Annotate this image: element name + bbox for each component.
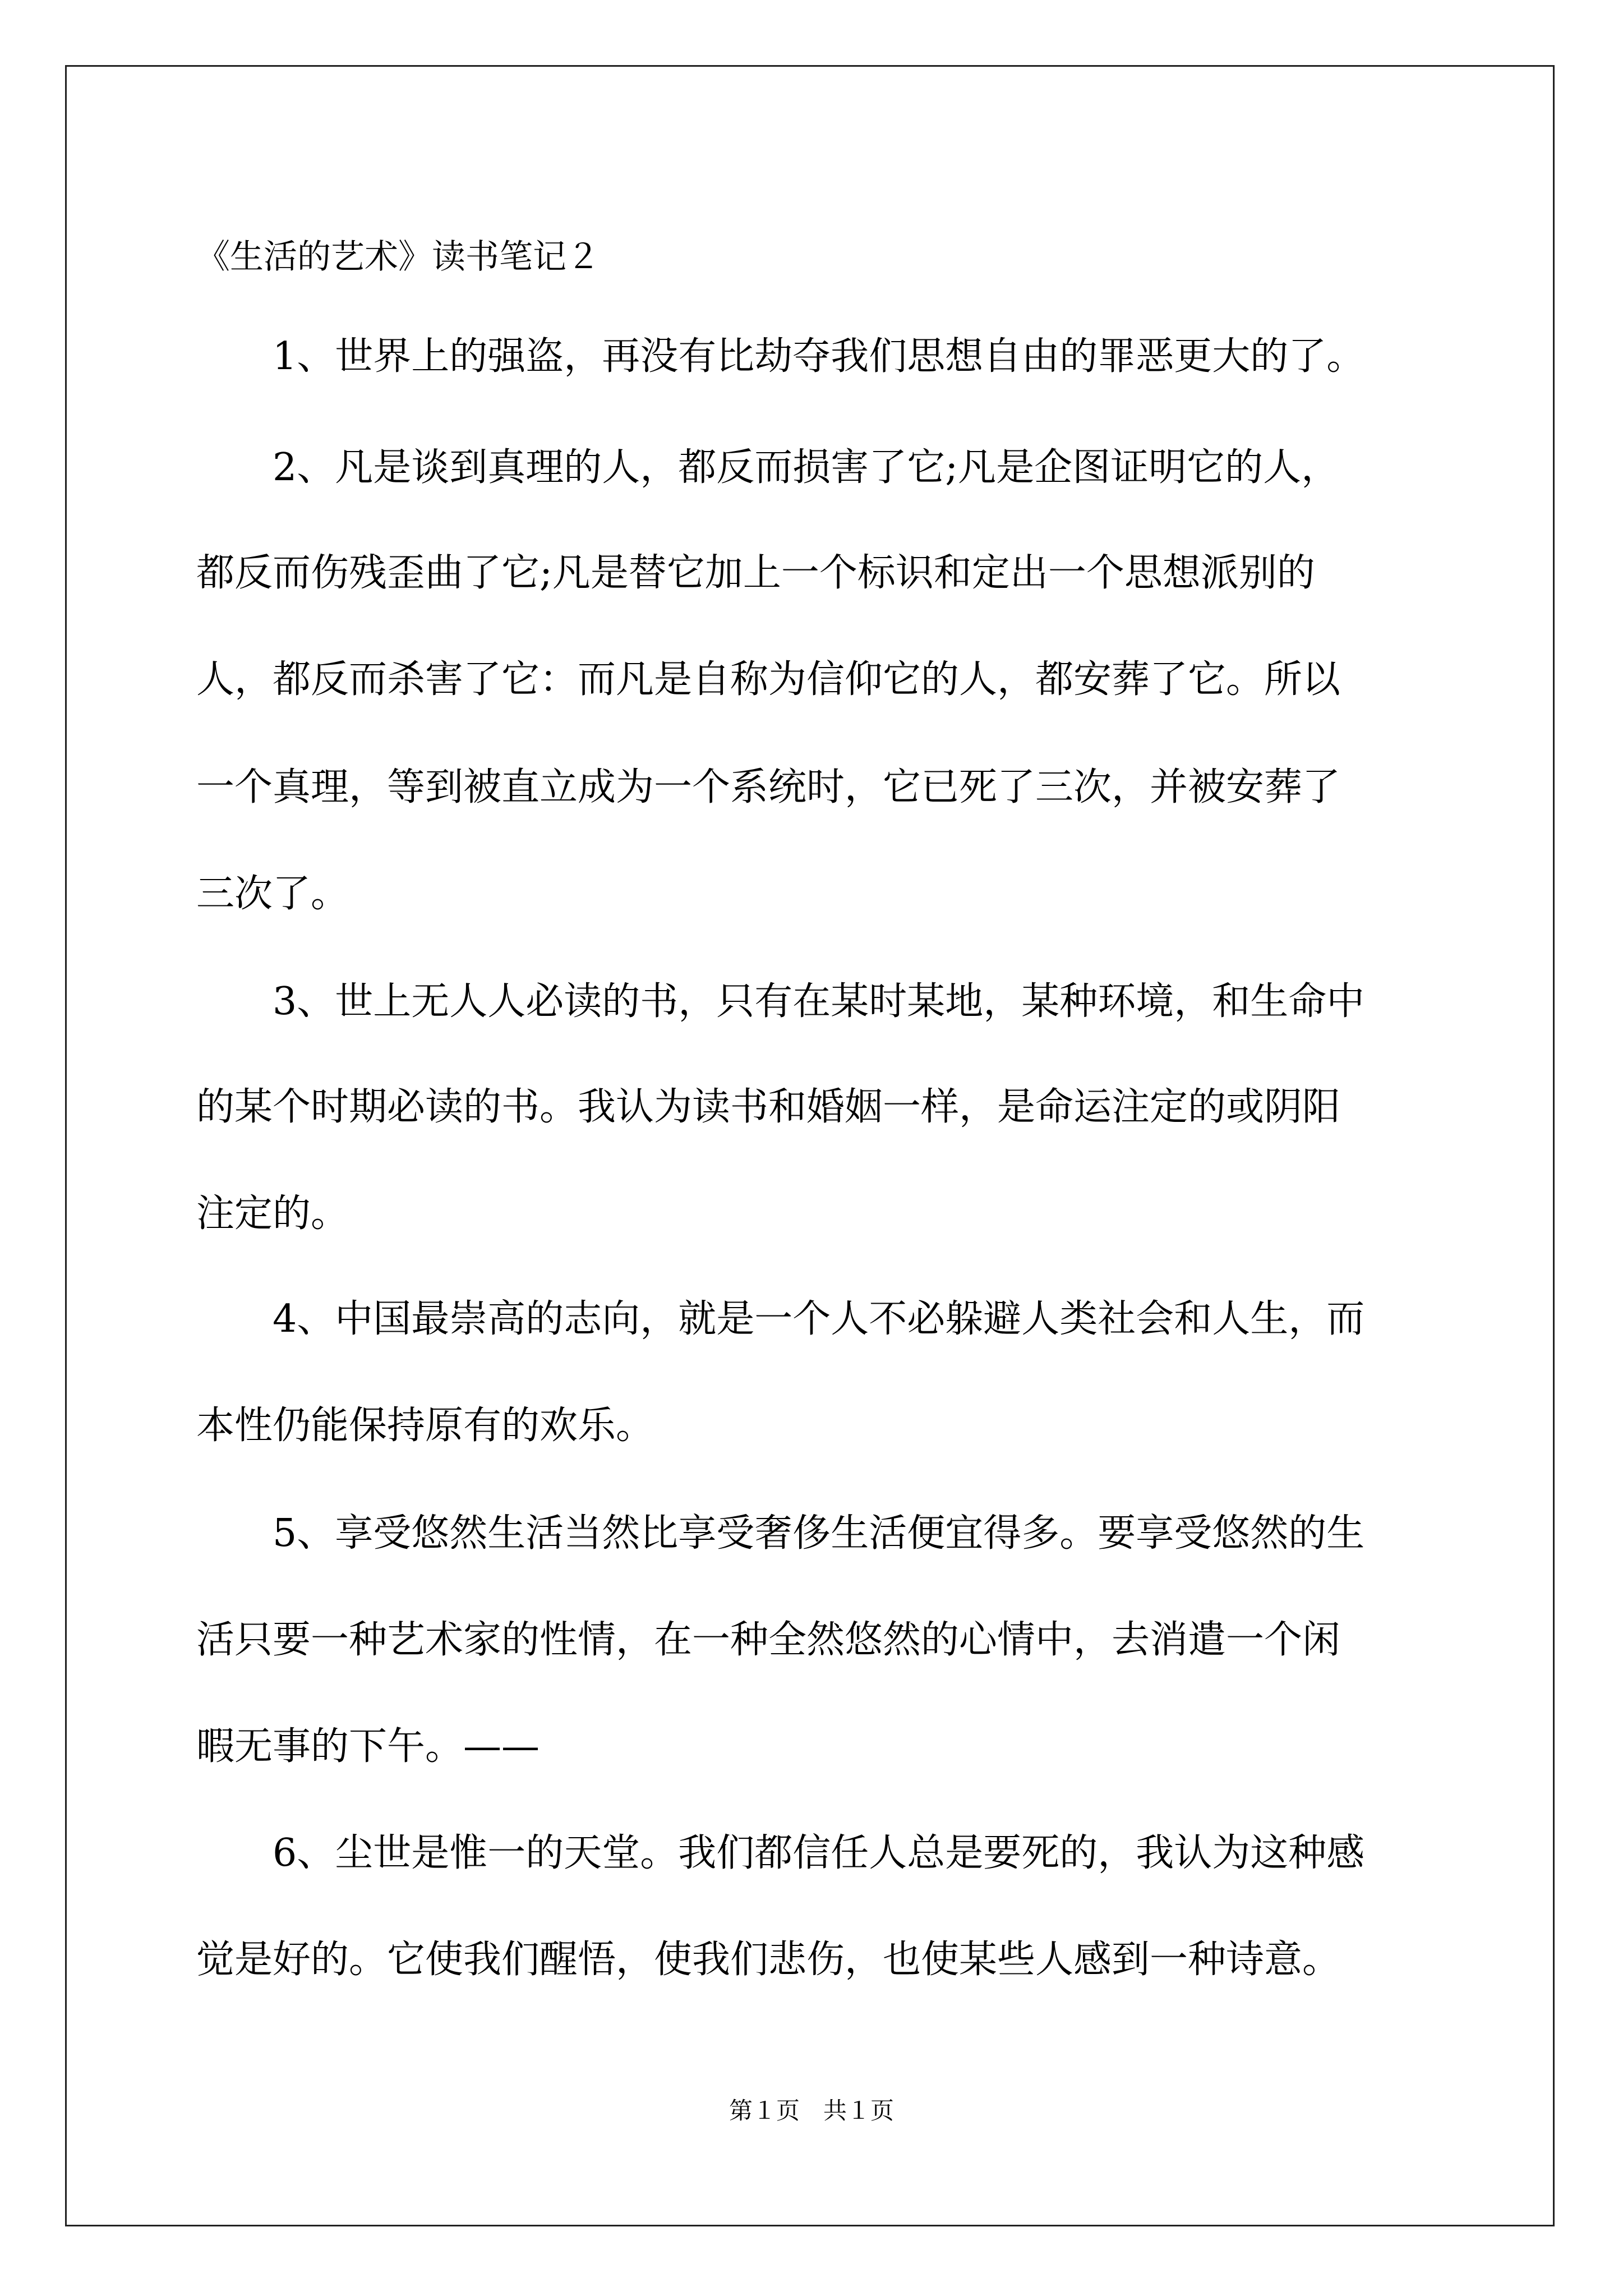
text-line: 都反而伤残歪曲了它;凡是替它加上一个标识和定出一个思想派别的 xyxy=(196,551,1315,595)
text-line: 一个真理，等到被直立成为一个系统时，它已死了三次，并被安葬了 xyxy=(196,765,1341,809)
text-line: 3、世上无人人必读的书，只有在某时某地，某种环境，和生命中 xyxy=(196,979,1365,1024)
text-line: 本性仍能保持原有的欢乐。 xyxy=(196,1404,654,1448)
text-line: 6、尘世是惟一的天堂。我们都信任人总是要死的，我认为这种感 xyxy=(196,1831,1365,1875)
text-line: 觉是好的。它使我们醒悟，使我们悲伤，也使某些人感到一种诗意。 xyxy=(196,1938,1341,1982)
page-footer: 第１页 共１页 xyxy=(728,2097,894,2124)
text-line: 4、中国最崇高的志向，就是一个人不必躲避人类社会和人生，而 xyxy=(196,1297,1365,1341)
text-line: 的某个时期必读的书。我认为读书和婚姻一样，是命运注定的或阴阳 xyxy=(196,1085,1341,1129)
text-line: 三次了。 xyxy=(196,872,349,916)
text-line: 1、世界上的强盗，再没有比劫夺我们思想自由的罪恶更大的了。 xyxy=(196,334,1365,379)
text-line: 注定的。 xyxy=(196,1191,349,1236)
text-line: 暇无事的下午。—— xyxy=(196,1724,540,1769)
page-border xyxy=(65,65,1555,2226)
text-line: 5、享受悠然生活当然比享受奢侈生活便宜得多。要享受悠然的生 xyxy=(196,1511,1365,1556)
text-line: 人，都反而杀害了它：而凡是自称为信仰它的人，都安葬了它。所以 xyxy=(196,657,1341,702)
text-line: 活只要一种艺术家的性情，在一种全然悠然的心情中，去消遣一个闲 xyxy=(196,1618,1341,1662)
text-line: 2、凡是谈到真理的人，都反而损害了它;凡是企图证明它的人， xyxy=(196,445,1340,490)
document-title: 《生活的艺术》读书笔记２ xyxy=(196,237,600,277)
